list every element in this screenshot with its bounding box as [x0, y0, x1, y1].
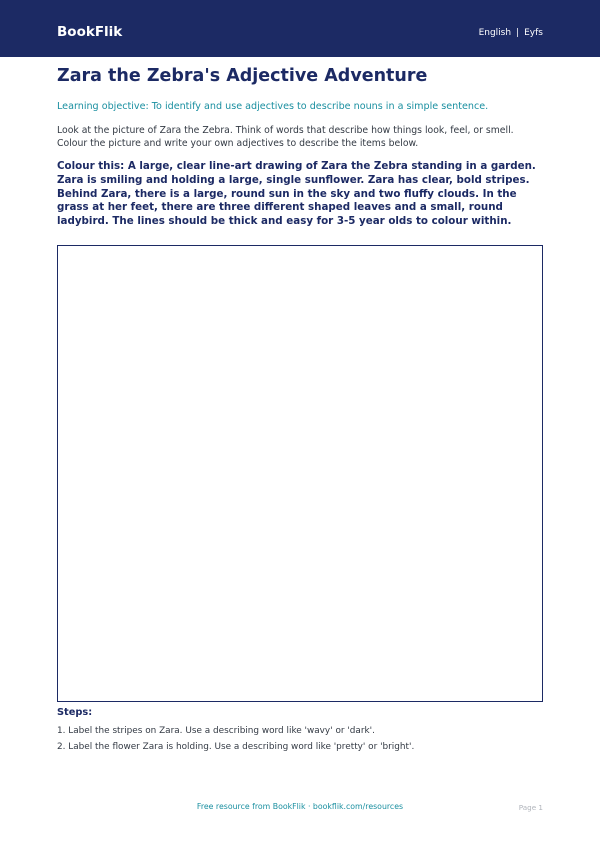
subject-label: English — [478, 28, 512, 38]
step-item: 1. Label the stripes on Zara. Use a describing word like 'wavy' or 'dark'. — [57, 726, 375, 736]
brand-logo[interactable]: BookFlik — [57, 24, 123, 40]
steps-heading: Steps: — [57, 707, 93, 718]
worksheet-title: Zara the Zebra's Adjective Adventure — [57, 66, 428, 86]
intro-text: Look at the picture of Zara the Zebra. Think of words that describe how things look, feel, or smell. Colour the picture and write your own adjectives to describe the items below. — [57, 125, 514, 150]
colour-instruction: Colour this: A large, clear line-art drawing of Zara the Zebra standing in a garden. Zara is smiling and holding a large, single sunflower. Zara has clear, bold stripes. Behind Zara, there is a large, round sun in the sky and two fluffy clouds. In the grass at her feet, there are three different shaped leaves and a small, round ladybird. The lines should be thick and easy for 3-5 year olds to colour within. — [57, 160, 536, 228]
colouring-area[interactable] — [57, 245, 543, 702]
step-item: 2. Label the flower Zara is holding. Use a describing word like 'pretty' or 'bright'. — [57, 742, 415, 752]
meta-separator: | — [516, 28, 520, 38]
subject-level-label — [479, 27, 543, 39]
footer-credit-link[interactable]: Free resource from BookFlik · bookflik.com/resources — [196, 802, 404, 811]
page-header — [0, 0, 600, 57]
level-label: Eyfs — [524, 28, 543, 38]
learning-objective: Learning objective: To identify and use adjectives to describe nouns in a simple sentence. — [57, 101, 489, 112]
page-number: Page 1 — [518, 803, 543, 812]
